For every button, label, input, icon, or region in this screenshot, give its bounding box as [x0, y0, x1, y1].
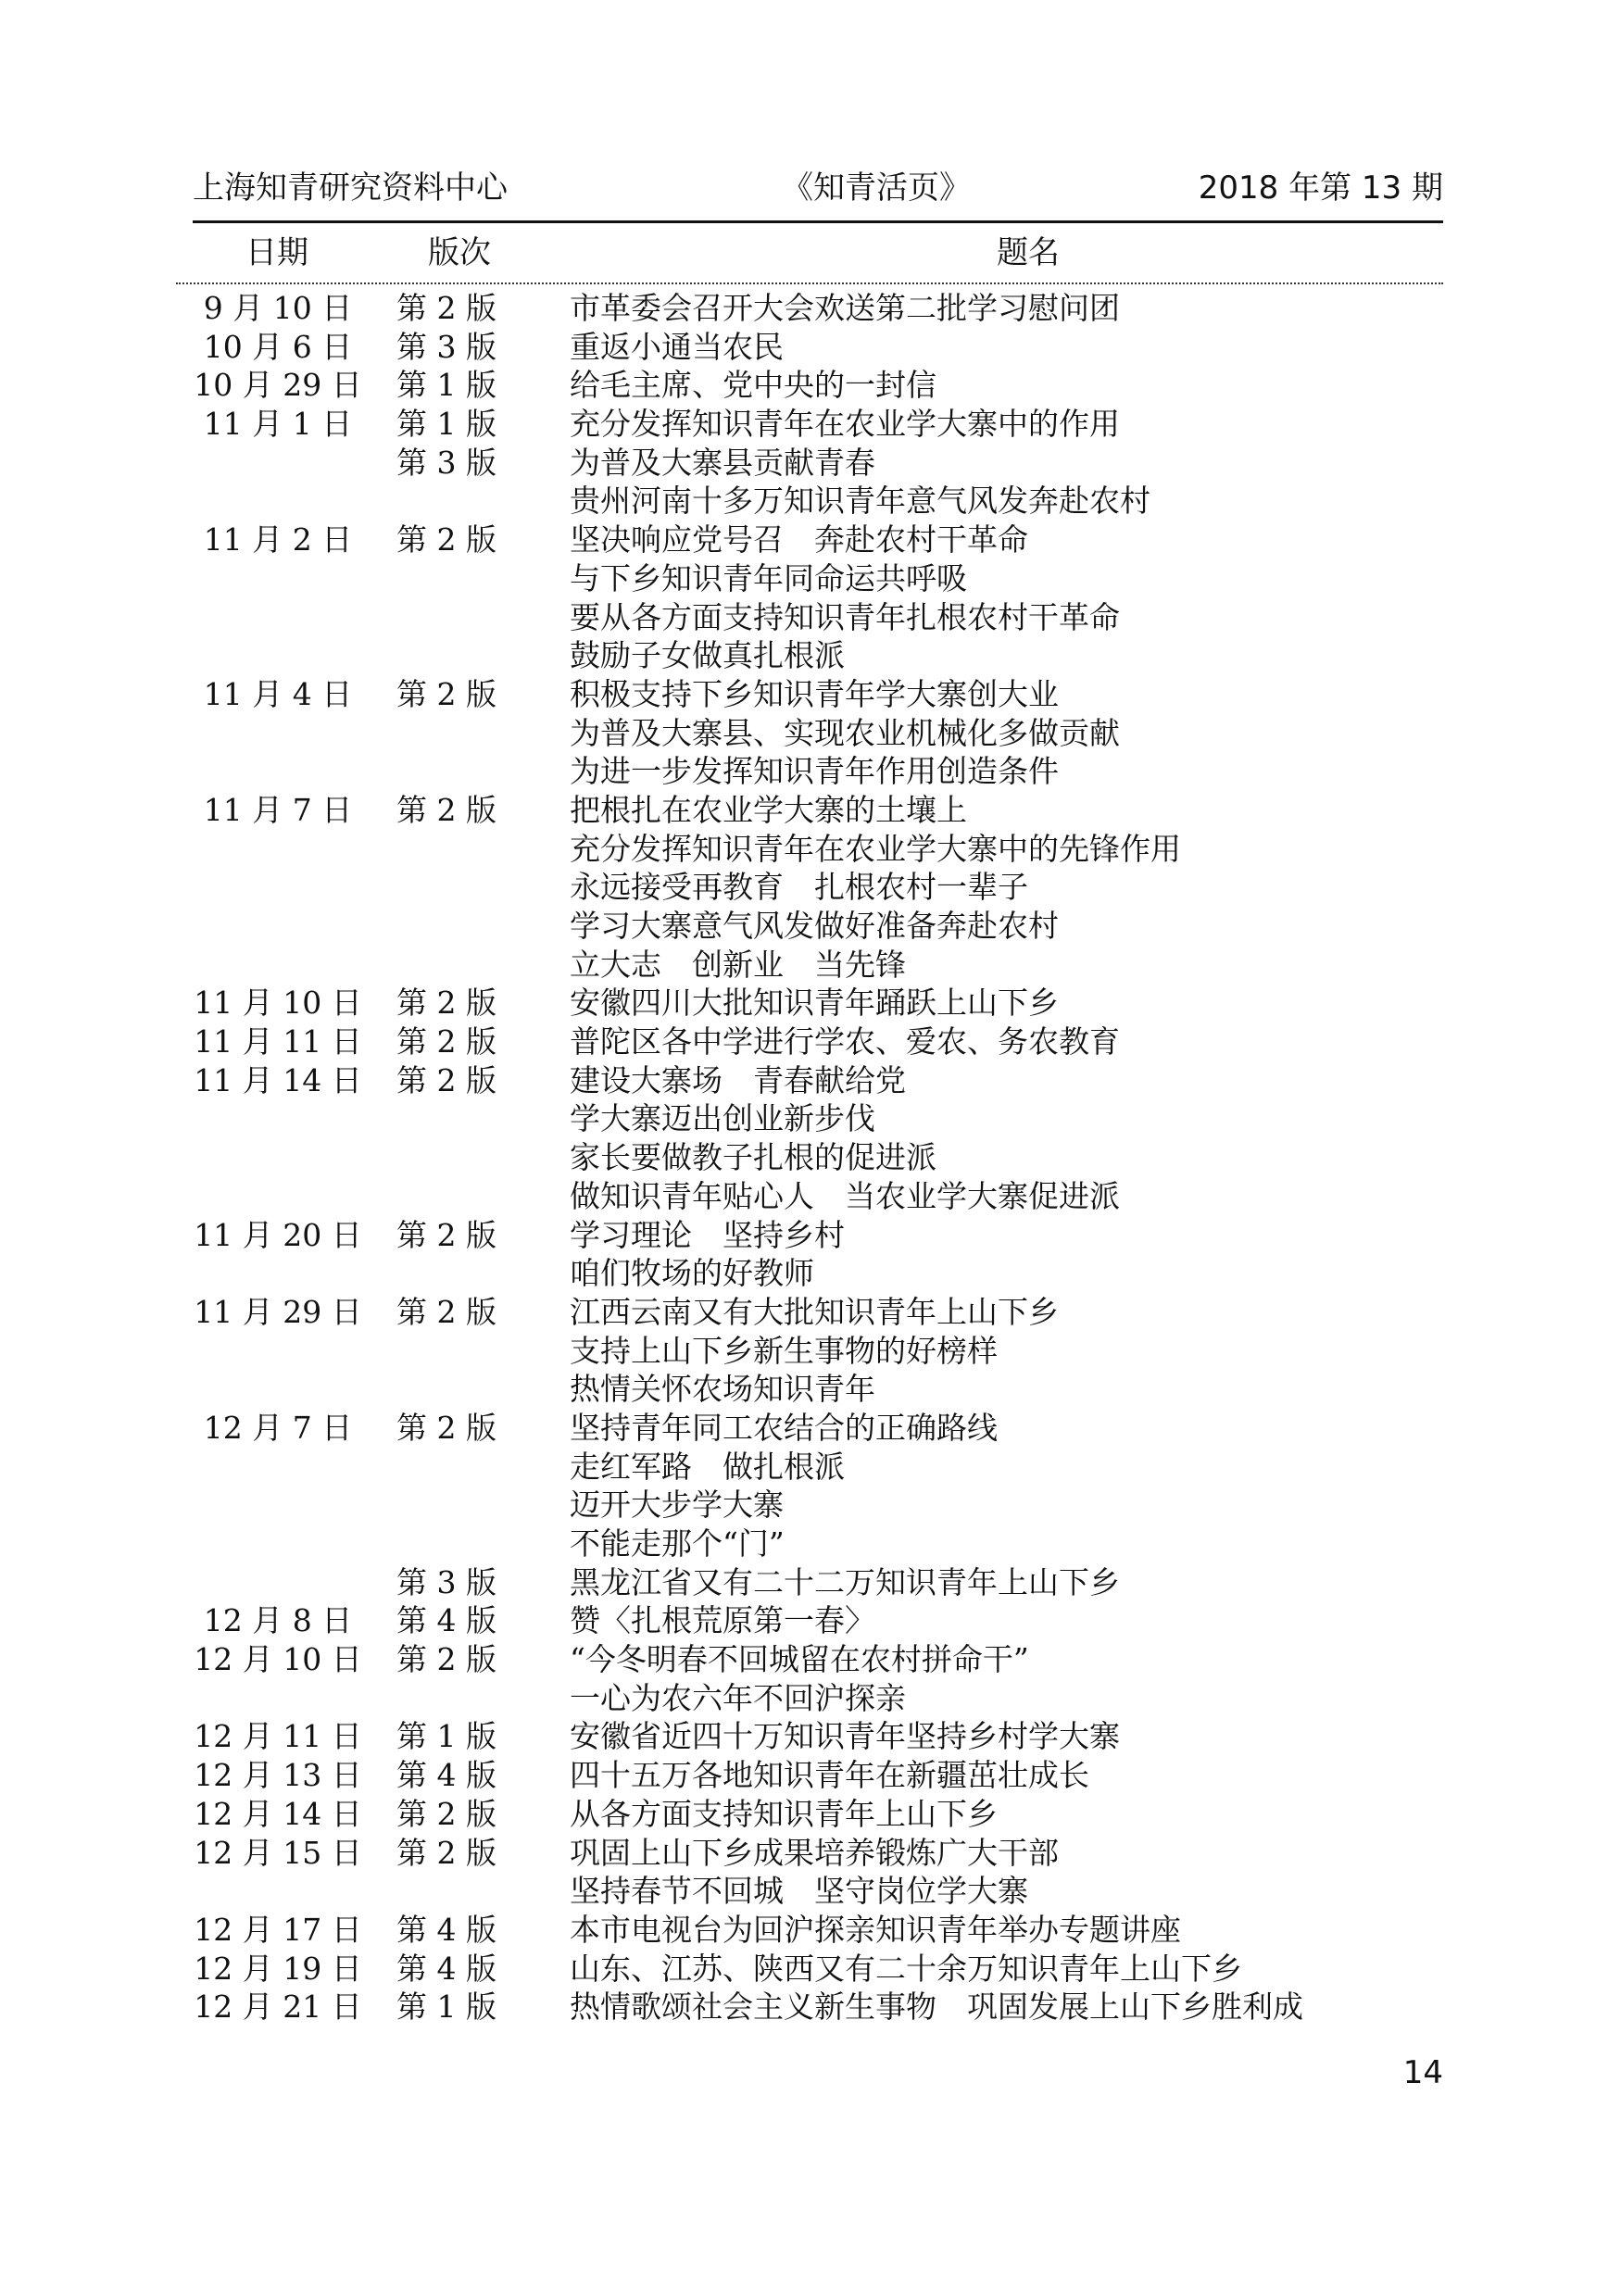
row-date: 12 月 11 日	[194, 1718, 362, 1755]
row-edition: 第 2 版	[396, 791, 496, 828]
row-title: 积极支持下乡知识青年学大寨创大业	[570, 675, 1059, 712]
row-title: 坚持青年同工农结合的正确路线	[570, 1409, 998, 1446]
row-title: “今冬明春不回城留在农村拼命干”	[570, 1641, 1029, 1678]
row-edition: 第 1 版	[396, 1718, 496, 1755]
row-title: 为进一步发挥知识青年作用创造条件	[570, 753, 1059, 790]
row-date: 12 月 8 日	[203, 1602, 353, 1639]
row-title: 充分发挥知识青年在农业学大寨中的先锋作用	[570, 830, 1181, 867]
row-date: 12 月 10 日	[194, 1641, 362, 1678]
row-title: 坚决响应党号召 奔赴农村干革命	[570, 521, 1028, 558]
table-row	[176, 791, 1443, 830]
table-row	[176, 1409, 1443, 1448]
row-title: 山东、江苏、陕西又有二十余万知识青年上山下乡	[570, 1950, 1242, 1987]
row-title: 普陀区各中学进行学农、爱农、务农教育	[570, 1023, 1120, 1060]
table-row	[176, 1911, 1443, 1950]
row-date: 12 月 21 日	[194, 1989, 362, 2026]
row-title: 热情关怀农场知识青年	[570, 1371, 875, 1408]
row-title: 重返小通当农民	[570, 328, 784, 365]
row-date: 12 月 15 日	[194, 1834, 362, 1871]
row-edition: 第 2 版	[396, 985, 496, 1022]
row-edition: 第 2 版	[396, 1293, 496, 1330]
table-row	[176, 289, 1443, 328]
table-row	[176, 1448, 1443, 1487]
row-title: 学大寨迈出创业新步伐	[570, 1100, 875, 1137]
table-row	[176, 366, 1443, 405]
table-row	[176, 1524, 1443, 1563]
row-title: 本市电视台为回沪探亲知识青年举办专题讲座	[570, 1911, 1181, 1948]
row-date: 11 月 2 日	[203, 521, 353, 558]
table-row	[176, 752, 1443, 791]
header-publication: 《知青活页》	[782, 169, 971, 207]
row-date: 12 月 19 日	[194, 1950, 362, 1987]
row-edition: 第 2 版	[396, 1023, 496, 1060]
row-title: 为普及大寨县、实现农业机械化多做贡献	[570, 714, 1120, 751]
row-edition: 第 2 版	[396, 1409, 496, 1446]
page-header	[193, 165, 1443, 211]
table-row	[176, 482, 1443, 521]
row-date: 12 月 13 日	[194, 1757, 362, 1794]
row-date: 10 月 29 日	[194, 367, 362, 404]
table-row	[176, 1293, 1443, 1332]
page-number: 14	[1402, 2054, 1443, 2091]
table-row	[176, 598, 1443, 637]
table-row	[176, 1834, 1443, 1873]
row-edition: 第 4 版	[396, 1757, 496, 1794]
row-title: 赞〈扎根荒原第一春〉	[570, 1602, 875, 1639]
table-row	[176, 675, 1443, 714]
row-title: 迈开大步学大寨	[570, 1487, 784, 1524]
table-row	[176, 521, 1443, 559]
table-row	[176, 1370, 1443, 1409]
table-row	[176, 1486, 1443, 1524]
table-row	[176, 1640, 1443, 1679]
table-row	[176, 1254, 1443, 1293]
table-row	[176, 328, 1443, 367]
row-title: 充分发挥知识青年在农业学大寨中的作用	[570, 406, 1120, 443]
table-row	[176, 984, 1443, 1023]
table-row	[176, 1601, 1443, 1640]
row-title: 江西云南又有大批知识青年上山下乡	[570, 1293, 1059, 1330]
row-edition: 第 2 版	[396, 1834, 496, 1871]
row-date: 12 月 7 日	[203, 1409, 353, 1446]
row-title: 要从各方面支持知识青年扎根农村干革命	[570, 598, 1120, 635]
header-issue: 2018 年第 13 期	[1198, 169, 1443, 207]
row-date: 11 月 20 日	[194, 1216, 362, 1253]
row-edition: 第 3 版	[396, 328, 496, 365]
row-title: 把根扎在农业学大寨的土壤上	[570, 791, 967, 828]
row-title: 与下乡知识青年同命运共呼吸	[570, 559, 967, 596]
row-title: 四十五万各地知识青年在新疆茁壮成长	[570, 1757, 1089, 1794]
row-date: 11 月 11 日	[194, 1023, 362, 1060]
row-title: 不能走那个“门”	[570, 1525, 785, 1562]
row-edition: 第 3 版	[396, 1563, 496, 1600]
table-row	[176, 1988, 1443, 2026]
row-edition: 第 3 版	[396, 444, 496, 481]
row-edition: 第 4 版	[396, 1911, 496, 1948]
row-title: 市革委会召开大会欢送第二批学习慰问团	[570, 290, 1120, 326]
table-row	[176, 1950, 1443, 1989]
row-date: 10 月 6 日	[203, 328, 353, 365]
row-edition: 第 2 版	[396, 675, 496, 712]
column-header-divider	[176, 282, 1443, 284]
row-title: 一心为农六年不回沪探亲	[570, 1679, 906, 1716]
row-title: 家长要做教子扎根的促进派	[570, 1139, 936, 1176]
row-date: 11 月 14 日	[194, 1061, 362, 1098]
table-row	[176, 714, 1443, 753]
row-title: 安徽四川大批知识青年踊跃上山下乡	[570, 985, 1059, 1022]
table-row	[176, 1177, 1443, 1216]
row-title: 支持上山下乡新生事物的好榜样	[570, 1332, 998, 1369]
row-title: 鼓励子女做真扎根派	[570, 637, 845, 674]
table-row	[176, 1332, 1443, 1371]
row-title: 建设大寨场 青春献给党	[570, 1061, 906, 1098]
row-edition: 第 2 版	[396, 290, 496, 326]
table-row	[176, 1061, 1443, 1100]
row-edition: 第 2 版	[396, 1795, 496, 1832]
column-header-edition: 版次	[428, 234, 491, 271]
table-row	[176, 1872, 1443, 1911]
table-row	[176, 636, 1443, 675]
table-row	[176, 1216, 1443, 1255]
table-row	[176, 868, 1443, 907]
row-date: 11 月 29 日	[194, 1293, 362, 1330]
row-date: 11 月 7 日	[203, 791, 353, 828]
row-edition: 第 4 版	[396, 1602, 496, 1639]
row-title: 安徽省近四十万知识青年坚持乡村学大寨	[570, 1718, 1120, 1755]
column-header-title: 题名	[997, 234, 1060, 271]
table-row	[176, 1717, 1443, 1756]
table-row	[176, 1795, 1443, 1834]
row-edition: 第 4 版	[396, 1950, 496, 1987]
row-edition: 第 2 版	[396, 1061, 496, 1098]
row-title: 立大志 创新业 当先锋	[570, 946, 906, 983]
table-row	[176, 907, 1443, 946]
header-rule	[193, 220, 1443, 223]
row-title: 巩固上山下乡成果培养锻炼广大干部	[570, 1834, 1059, 1871]
row-title: 贵州河南十多万知识青年意气风发奔赴农村	[570, 483, 1150, 520]
table-row	[176, 1099, 1443, 1138]
row-title: 给毛主席、党中央的一封信	[570, 367, 936, 404]
table-row	[176, 1563, 1443, 1602]
row-date: 11 月 4 日	[203, 675, 353, 712]
row-date: 9 月 10 日	[203, 290, 353, 326]
row-title: 咱们牧场的好教师	[570, 1255, 814, 1292]
row-edition: 第 2 版	[396, 521, 496, 558]
column-header-date: 日期	[245, 234, 308, 271]
row-title: 做知识青年贴心人 当农业学大寨促进派	[570, 1177, 1120, 1214]
header-organization: 上海知青研究资料中心	[193, 169, 508, 207]
table-row	[176, 1756, 1443, 1795]
row-edition: 第 1 版	[396, 1989, 496, 2026]
row-title: 学习理论 坚持乡村	[570, 1216, 845, 1253]
row-title: 永远接受再教育 扎根农村一辈子	[570, 869, 1028, 906]
row-date: 12 月 14 日	[194, 1795, 362, 1832]
row-date: 12 月 17 日	[194, 1911, 362, 1948]
column-headers	[176, 232, 1443, 274]
article-index-table	[176, 289, 1443, 2026]
row-date: 11 月 10 日	[194, 985, 362, 1022]
table-row	[176, 1679, 1443, 1718]
table-row	[176, 946, 1443, 985]
row-title: 学习大寨意气风发做好准备奔赴农村	[570, 908, 1059, 944]
row-title: 热情歌颂社会主义新生事物 巩固发展上山下乡胜利成	[570, 1989, 1303, 2026]
row-title: 黑龙江省又有二十二万知识青年上山下乡	[570, 1563, 1120, 1600]
row-title: 坚持春节不回城 坚守岗位学大寨	[570, 1873, 1028, 1910]
row-title: 从各方面支持知识青年上山下乡	[570, 1795, 998, 1832]
table-row	[176, 1138, 1443, 1177]
row-edition: 第 2 版	[396, 1641, 496, 1678]
row-title: 为普及大寨县贡献青春	[570, 444, 875, 481]
row-edition: 第 1 版	[396, 406, 496, 443]
table-row	[176, 444, 1443, 483]
table-row	[176, 830, 1443, 869]
table-row	[176, 559, 1443, 598]
row-date: 11 月 1 日	[203, 406, 353, 443]
table-row	[176, 405, 1443, 444]
table-row	[176, 1023, 1443, 1061]
row-title: 走红军路 做扎根派	[570, 1448, 845, 1485]
row-edition: 第 2 版	[396, 1216, 496, 1253]
row-edition: 第 1 版	[396, 367, 496, 404]
